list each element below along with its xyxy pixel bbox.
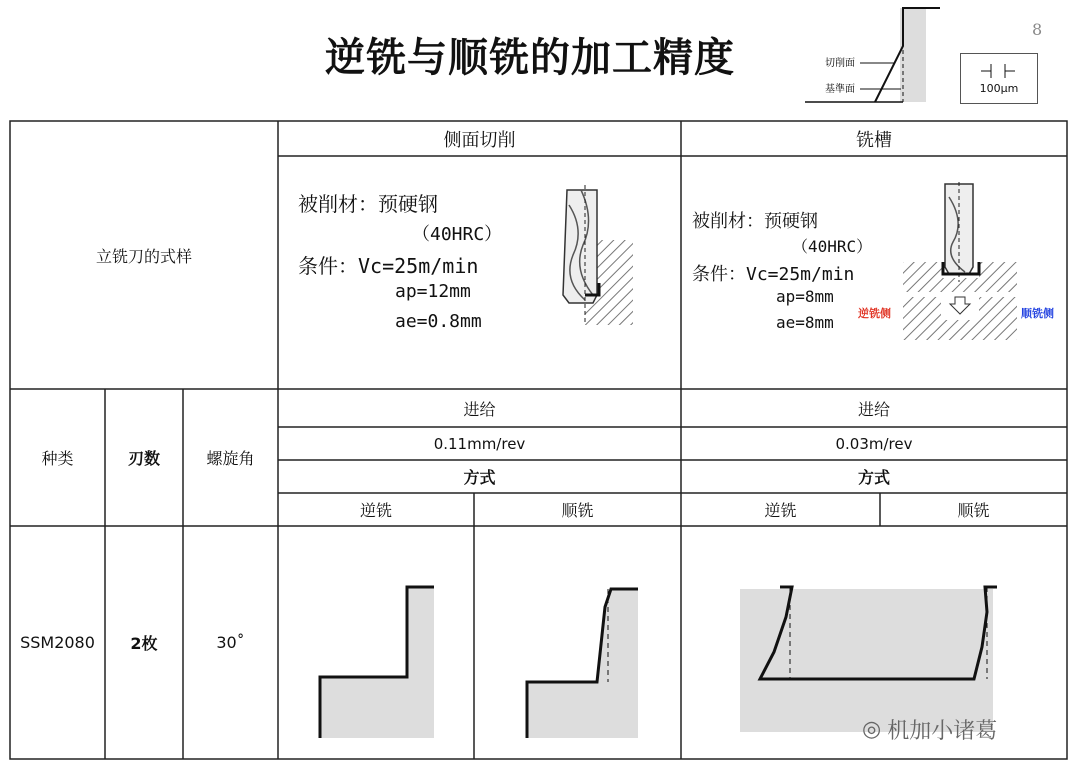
down-arrow-icon (950, 297, 970, 314)
cut-face-label: 切削面 (825, 58, 855, 69)
feed-value-slot: 0.03m/rev (835, 434, 913, 453)
slot-ae: ae=8mm (776, 313, 834, 332)
side-down-milling-profile (475, 527, 680, 758)
slot-cut-speed: 条件：Vc=25m/min (692, 264, 855, 285)
row-type: SSM2080 (20, 633, 95, 652)
endmill-body (563, 190, 597, 303)
side-cutting-illustration (555, 185, 640, 330)
side-ae: ae=0.8mm (395, 311, 482, 332)
slot-down-milling-header: 顺铣 (957, 501, 990, 520)
slot-material: 被削材：预硬钢 (692, 211, 818, 232)
side-cut-speed: 条件：Vc=25m/min (298, 254, 479, 278)
col-header-side-cutting: 侧面切削 (443, 129, 516, 151)
slotting-illustration (903, 182, 1021, 344)
up-milling-side-label: 逆铣侧 (858, 307, 891, 320)
method-label-side: 方式 (463, 468, 496, 487)
col-header-slotting: 铣槽 (856, 129, 892, 151)
slot-hardness: （40HRC） (792, 237, 873, 256)
side-down-milling-header: 顺铣 (561, 501, 594, 520)
slot-up-milling-header: 逆铣 (764, 501, 797, 520)
type-header: 种类 (41, 449, 74, 468)
side-ap: ap=12mm (395, 281, 471, 302)
page-number: 8 (1032, 20, 1043, 39)
base-face-label: 基準面 (825, 84, 855, 95)
row-flutes: 2枚 (130, 634, 158, 653)
feed-label-slot: 进给 (857, 399, 890, 419)
down-milling-side-label: 顺铣侧 (1021, 307, 1054, 320)
slot-ap: ap=8mm (776, 287, 834, 306)
side-up-milling-header: 逆铣 (359, 501, 392, 520)
page-title: 逆铣与顺铣的加工精度 (325, 35, 735, 81)
wechat-icon: ◎ (862, 717, 882, 742)
side-material: 被削材：预硬钢 (298, 192, 438, 216)
method-label-slot: 方式 (857, 468, 890, 487)
side-hardness: （40HRC） (412, 224, 503, 245)
watermark (862, 714, 997, 745)
feed-value-side: 0.11mm/rev (433, 434, 526, 453)
row-helix: 30˚ (216, 633, 245, 652)
side-up-milling-profile (279, 527, 473, 758)
scale-label: 100μm (979, 82, 1019, 95)
flutes-header: 刃数 (127, 449, 160, 468)
watermark-text: 机加小诸葛 (887, 719, 998, 744)
helix-header: 螺旋角 (206, 449, 255, 468)
endmill-spec-header: 立铣刀的式样 (95, 246, 192, 266)
feed-label-side: 进给 (463, 399, 496, 419)
